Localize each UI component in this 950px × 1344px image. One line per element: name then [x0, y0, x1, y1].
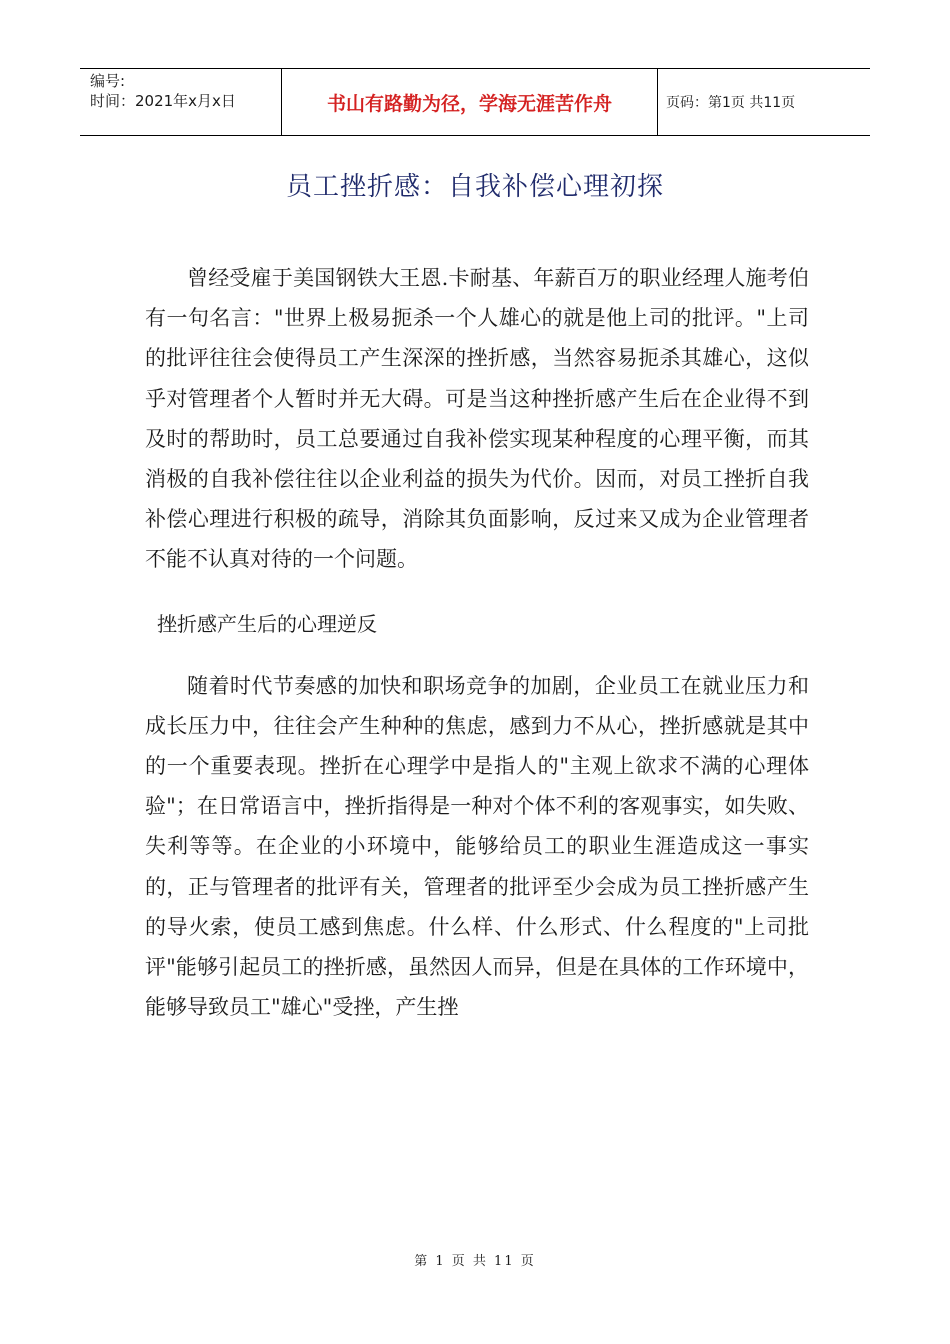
section-heading: 挫折感产生后的心理逆反 — [157, 611, 377, 636]
document-title: 员工挫折感：自我补偿心理初探 — [285, 172, 664, 202]
header-motto: 书山有路勤为径，学海无涯苦作舟 — [282, 69, 658, 135]
header-meta — [80, 69, 282, 135]
document-header — [80, 68, 870, 136]
page-footer: 第 1 页 共 11 页 — [414, 1254, 536, 1269]
paragraph-body: 随着时代节奏感的加快和职场竞争的加剧，企业员工在就业压力和成长压力中，往往会产生种种的焦虑，感到力不从心，挫折感就是其中的一个重要表现。挫折在心理学中是指人的"主观上欲求不满的心理体验"；在日常语言中，挫折指得是一种对个体不利的客观事实，如失败、失利等等。在企业的小环境中，能够给员工的职业生涯造成这一事实的，正与管理者的批评有关，管理者的批评至少会成为员工挫折感产生的导火索，使员工感到焦虑。什么样、什么形式、什么程度的"上司批评"能够引起员工的挫折感，虽然因人而异，但是在具体的工作环境中，能够导致员工"雄心"受挫，产生挫 — [145, 673, 809, 1020]
paragraph-intro: 曾经受雇于美国钢铁大王恩.卡耐基、年薪百万的职业经理人施考伯有一句名言："世界上极易扼杀一个人雄心的就是他上司的批评。"上司的批评往往会使得员工产生深深的挫折感，当然容易扼杀其雄心，这似乎对管理者个人暂时并无大碍。可是当这种挫折感产生后在企业得不到及时的帮助时，员工总要通过自我补偿实现某种程度的心理平衡，而其消极的自我补偿往往以企业利益的损失为代价。因而，对员工挫折自我补偿心理进行积极的疏导，消除其负面影响，反过来又成为企业管理者不能不认真对待的一个问题。 — [145, 266, 809, 572]
number-label: 编号: — [90, 72, 126, 90]
document-body — [145, 258, 809, 1027]
date-label: 时间：2021年x月x日 — [90, 92, 236, 110]
header-page-info: 页码：第1页 共11页 — [666, 95, 796, 111]
